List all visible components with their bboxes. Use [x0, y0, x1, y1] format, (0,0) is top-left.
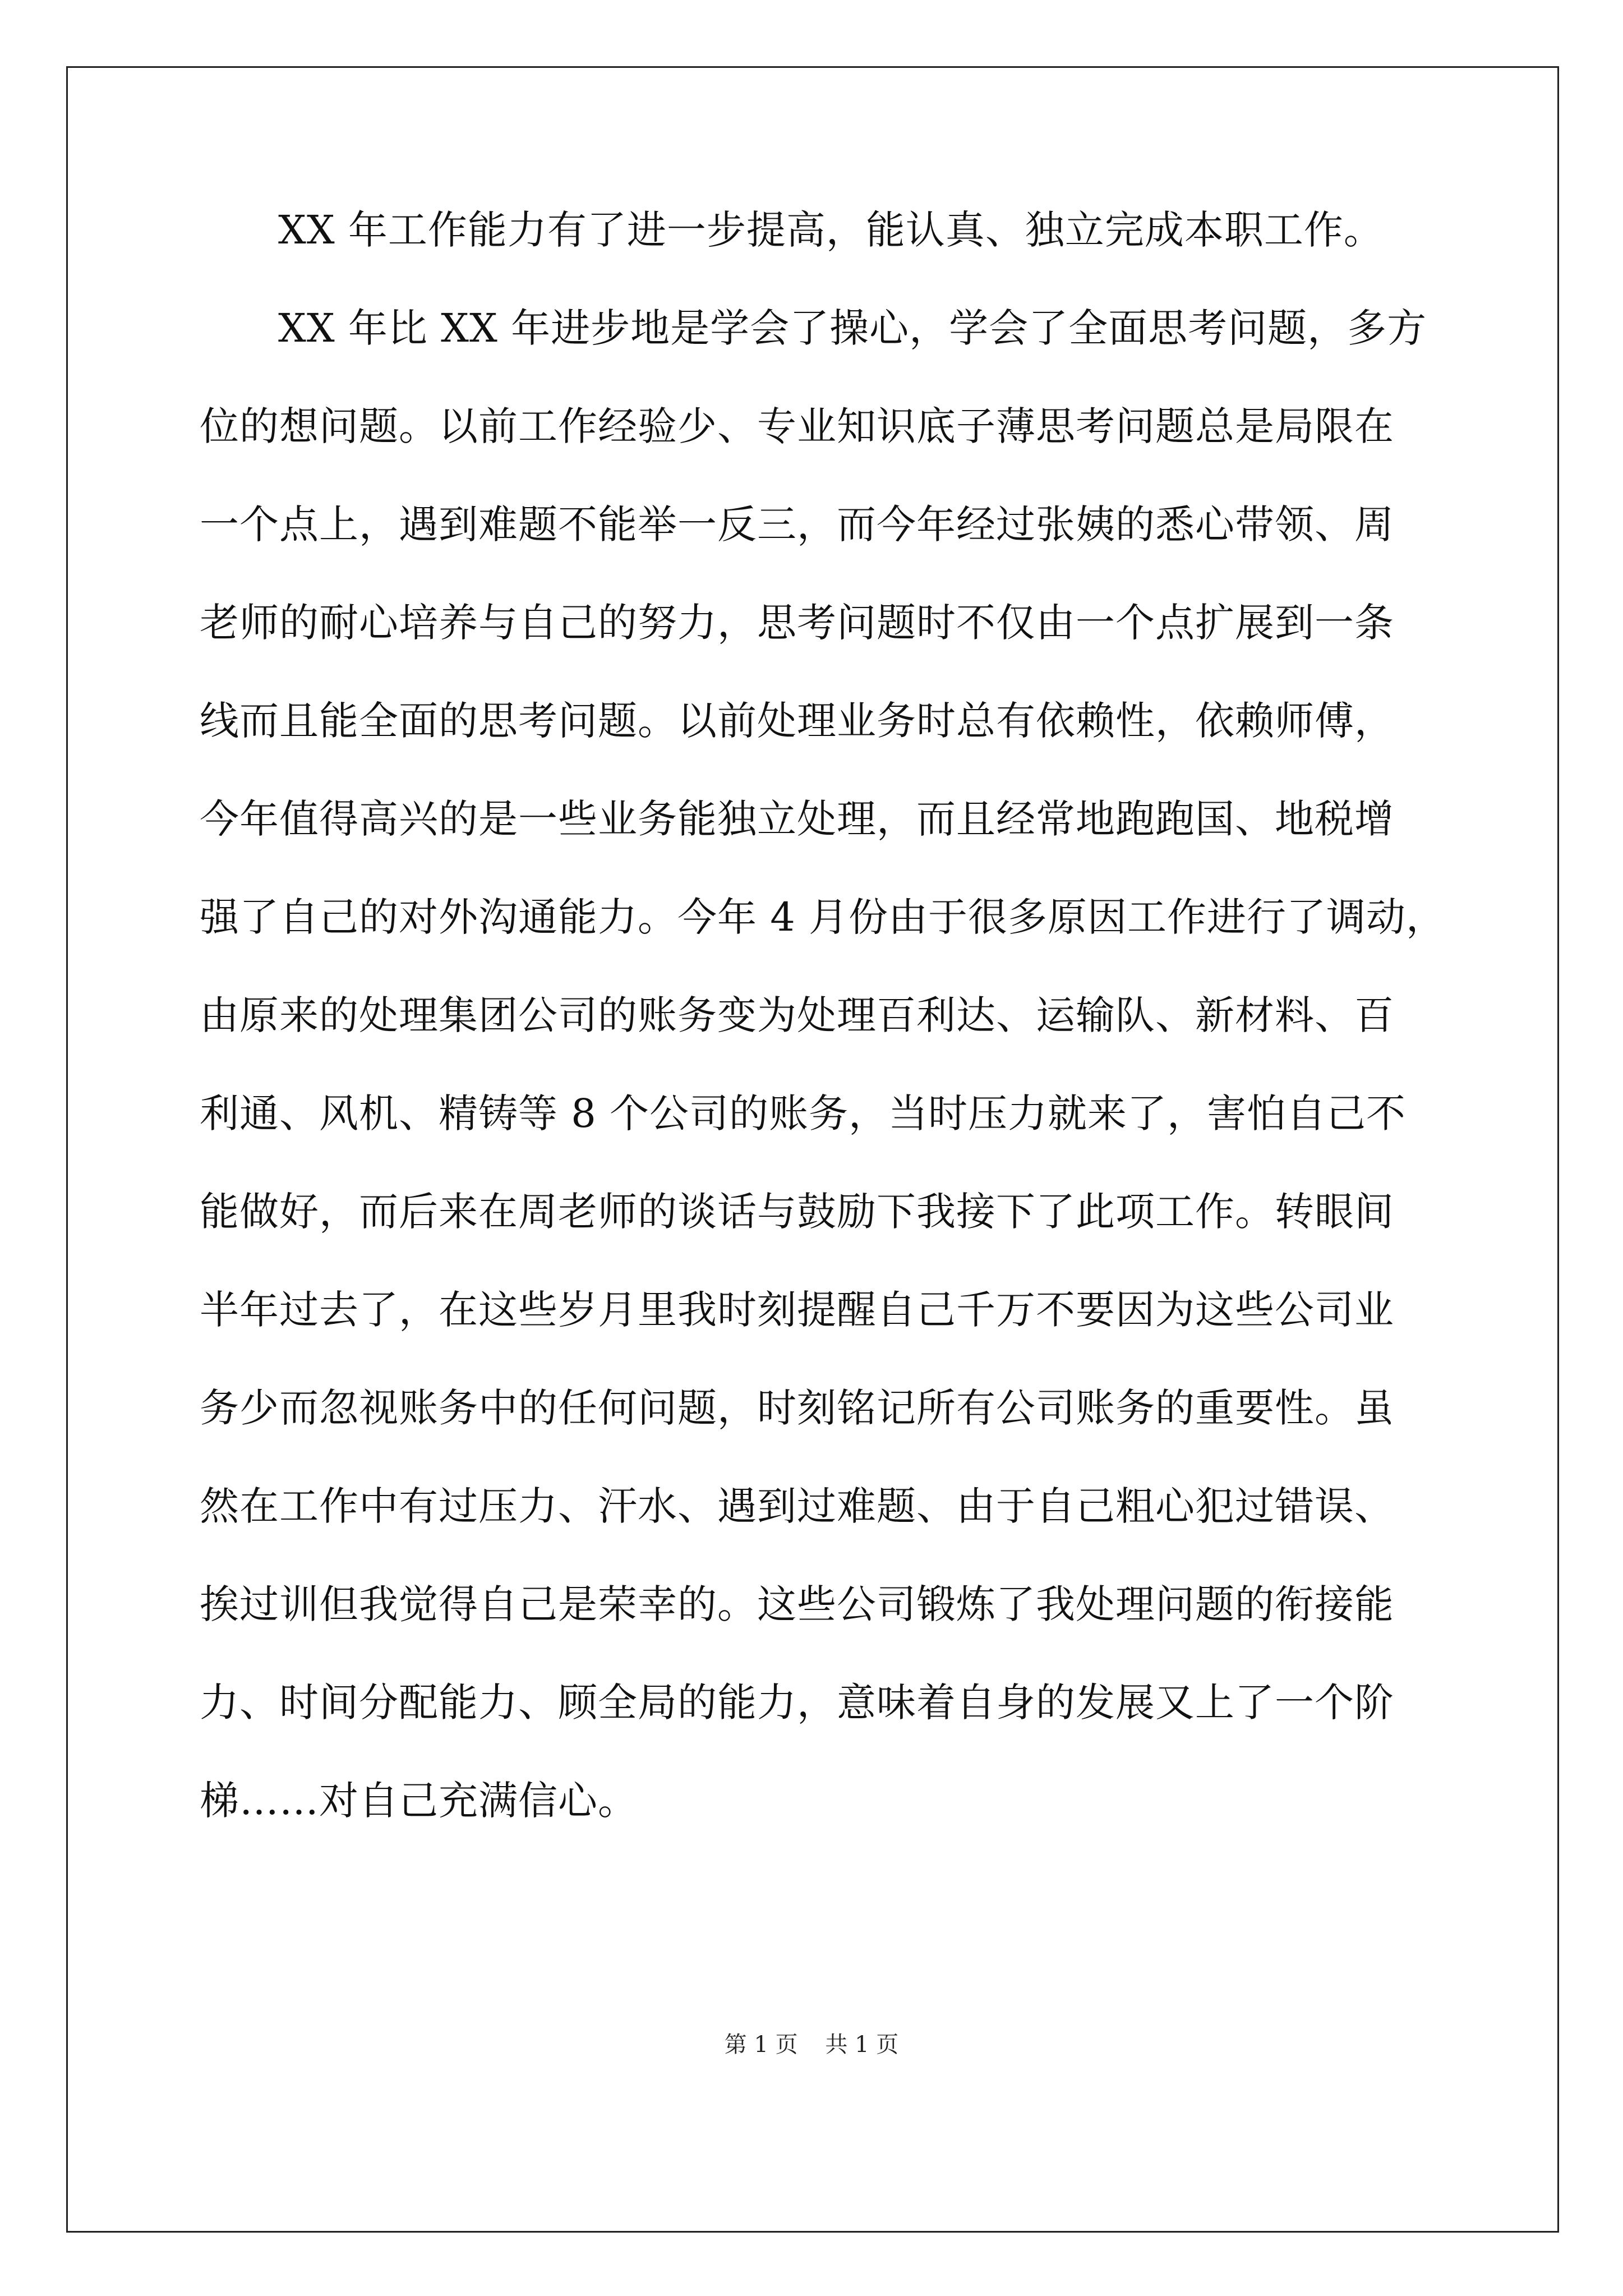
- paragraph-2-line-4: 老师的耐心培养与自己的努力，思考问题时不仅由一个点扩展到一条: [200, 600, 1394, 646]
- page-total: 共 1 页: [825, 2032, 899, 2058]
- paragraph-2-line-1: XX 年比 XX 年进步地是学会了操心，学会了全面思考问题，多方: [278, 305, 1427, 351]
- paragraph-2-line-15: 力、时间分配能力、顾全局的能力，意味着自身的发展又上了一个阶: [200, 1680, 1394, 1726]
- paragraph-2-line-9: 利通、风机、精铸等 8 个公司的账务，当时压力就来了，害怕自己不: [200, 1091, 1407, 1137]
- paragraph-1: XX 年工作能力有了进一步提高，能认真、独立完成本职工作。: [278, 207, 1384, 253]
- page-footer: [0, 2031, 1623, 2059]
- paragraph-2-line-14: 挨过训但我觉得自己是荣幸的。这些公司锻炼了我处理问题的衔接能: [200, 1581, 1394, 1627]
- page-number: 第 1 页: [724, 2032, 798, 2058]
- paragraph-2-line-11: 半年过去了，在这些岁月里我时刻提醒自己千万不要因为这些公司业: [200, 1287, 1394, 1333]
- paragraph-2-line-6: 今年值得高兴的是一些业务能独立处理，而且经常地跑跑国、地税增: [200, 796, 1394, 842]
- paragraph-2-line-13: 然在工作中有过压力、汗水、遇到过难题、由于自己粗心犯过错误、: [200, 1483, 1394, 1529]
- page-border: [66, 66, 1559, 2233]
- paragraph-2-line-16: 梯……对自己充满信心。: [200, 1778, 638, 1824]
- paragraph-2-line-2: 位的想问题。以前工作经验少、专业知识底子薄思考问题总是局限在: [200, 403, 1394, 449]
- paragraph-2-line-10: 能做好，而后来在周老师的谈话与鼓励下我接下了此项工作。转眼间: [200, 1189, 1394, 1235]
- paragraph-2-line-5: 线而且能全面的思考问题。以前处理业务时总有依赖性，依赖师傅，: [200, 698, 1394, 744]
- paragraph-2-line-12: 务少而忽视账务中的任何问题，时刻铭记所有公司账务的重要性。虽: [200, 1385, 1394, 1431]
- paragraph-2-line-8: 由原来的处理集团公司的账务变为处理百利达、运输队、新材料、百: [200, 992, 1394, 1038]
- paragraph-2-line-7: 强了自己的对外沟通能力。今年 4 月份由于很多原因工作进行了调动，: [200, 894, 1446, 940]
- paragraph-2-line-3: 一个点上，遇到难题不能举一反三，而今年经过张姨的悉心带领、周: [200, 501, 1394, 547]
